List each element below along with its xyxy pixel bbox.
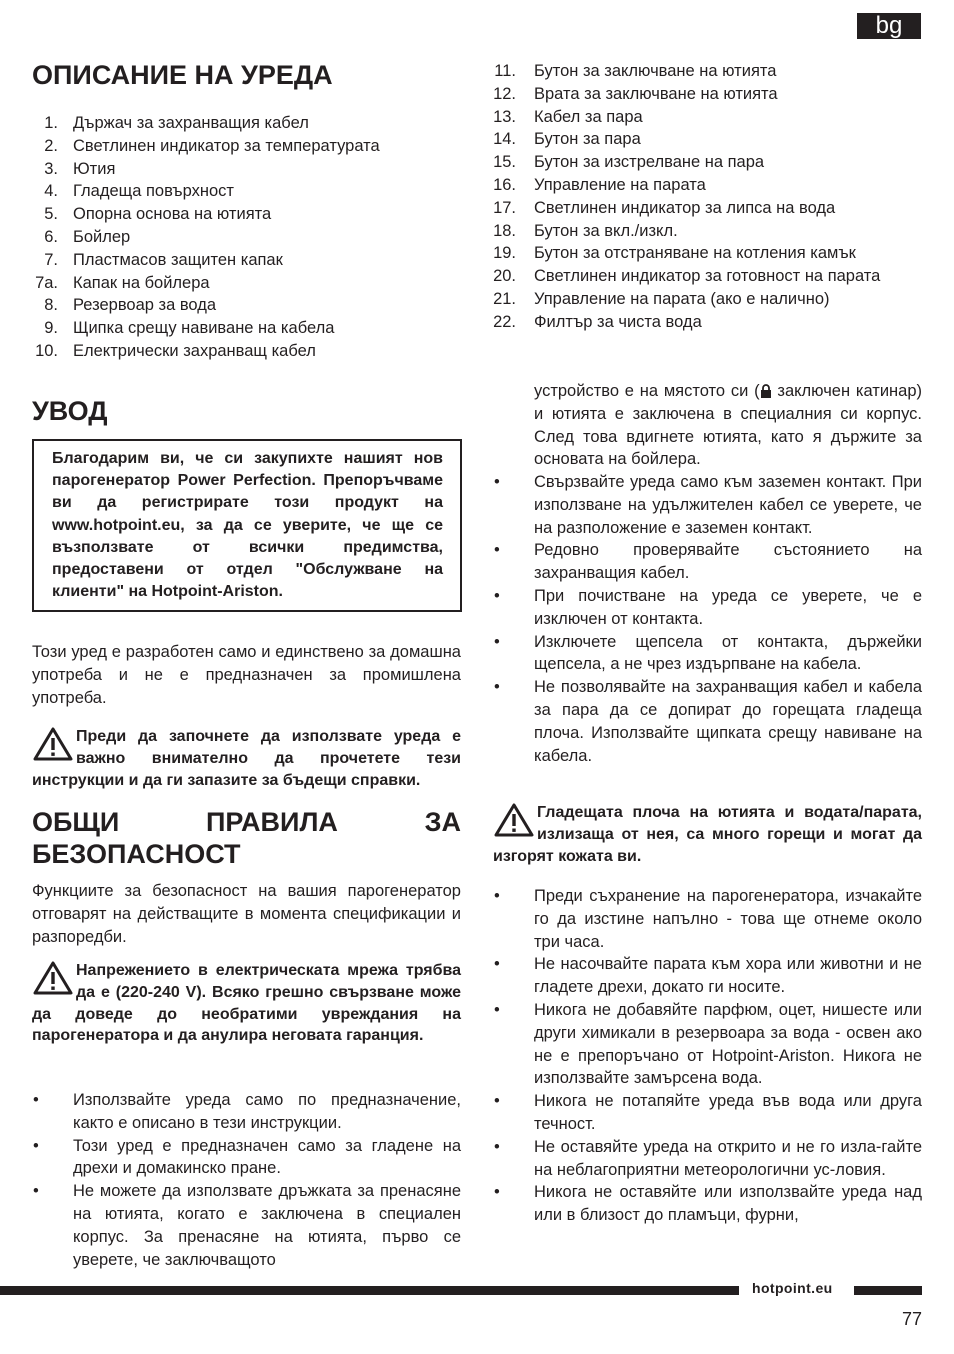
- bullet-text: Не насочвайте парата към хора или животни и не гладете дрехи, докато ги носите.: [534, 955, 922, 997]
- list-item: [493, 83, 880, 106]
- bullet-text: Редовно проверявайте състоянието на захранващия кабел.: [534, 541, 922, 583]
- item-label: Светлинен индикатор за температурата: [73, 136, 380, 155]
- bullet-text: При почистване на уреда се уверете, че е изключен от контакта.: [534, 586, 922, 628]
- item-label: Бойлер: [73, 227, 131, 246]
- item-number: 19.: [493, 244, 516, 263]
- item-number: 7а.: [35, 273, 58, 292]
- intro-paragraph: Този уред е разработен само и единствено за домашна употреба и не е предназначен за промишлена употреба.: [32, 643, 461, 707]
- list-item: [32, 226, 380, 249]
- bullet-text: Никога не оставяйте или използвайте уреда над или в близост до пламъци, фурни,: [534, 1183, 922, 1225]
- continued-text-b: заключен катинар) и ютията е заключена в специалния си корпус. След това вдигнете ютията, като я държите за основата на бойлера.: [534, 382, 922, 469]
- list-item: [32, 294, 380, 317]
- bullet-dot: •: [494, 1137, 500, 1156]
- bullet-item: [493, 631, 922, 677]
- bullet-item: [493, 1181, 922, 1227]
- bullet-text: Никога не потапяйте уреда във вода или друга течност.: [534, 1092, 922, 1133]
- bullet-item: [493, 1090, 922, 1136]
- list-item: [493, 197, 880, 220]
- item-label: Управление на парата: [534, 175, 706, 194]
- item-number: 6.: [44, 227, 58, 246]
- item-label: Държач за захранващия кабел: [73, 114, 309, 132]
- bullet-dot: •: [494, 887, 500, 905]
- heading-safety: [32, 806, 461, 838]
- item-label: Бутон за пара: [534, 130, 641, 149]
- item-number: 5.: [44, 205, 58, 224]
- item-number: 11.: [494, 62, 516, 80]
- bullet-dot: •: [494, 473, 500, 491]
- item-number: 17.: [493, 198, 516, 217]
- safety-bullets-right-2: [493, 885, 922, 1227]
- bullet-dot: •: [494, 1183, 500, 1202]
- safety-bullets-right-1: [493, 471, 922, 767]
- warning-text: Преди да започнете да използвате уреда е важно внимателно да прочетете тези инструкции и да ги запазите за бъдещи справки.: [32, 728, 461, 789]
- heading-safety-word-3: ЗА: [424, 807, 461, 837]
- bullet-dot: •: [494, 1000, 500, 1019]
- bullet-dot: •: [494, 955, 500, 974]
- item-number: 1.: [44, 114, 58, 132]
- warning-hot-plate: [493, 802, 922, 867]
- item-label: Бутон за изстрелване на пара: [534, 153, 765, 172]
- safety-paragraph: Функциите за безопасност на вашия парогенератор отговарят на действащите в момента спецификации и разпоредби.: [32, 882, 461, 946]
- continued-paragraph: [534, 380, 922, 471]
- list-item: [493, 242, 880, 265]
- bullet-item: [493, 585, 922, 631]
- list-item: [32, 340, 380, 363]
- item-number: 4.: [44, 182, 58, 201]
- footer-rule-right: [854, 1286, 922, 1295]
- heading-description: ОПИСАНИЕ НА УРЕДА: [32, 60, 333, 90]
- item-label: Бутон за отстраняване на котления камък: [534, 244, 856, 263]
- item-number: 12.: [493, 84, 516, 103]
- item-number: 3.: [44, 159, 58, 178]
- item-number: 15.: [493, 153, 516, 172]
- list-item: [493, 106, 880, 129]
- item-label: Резервоар за вода: [73, 296, 217, 315]
- heading-safety-word-1: ОБЩИ: [32, 807, 120, 837]
- item-number: 13.: [493, 107, 516, 126]
- list-item: [493, 311, 880, 334]
- bullet-item: [493, 676, 922, 767]
- heading-intro: УВОД: [32, 396, 108, 426]
- list-item: [493, 220, 880, 243]
- item-label: Филтър за чиста вода: [534, 312, 702, 331]
- item-label: Гладеща повърхност: [73, 182, 234, 201]
- page-number: 77: [901, 1309, 922, 1329]
- bullet-item: [493, 1136, 922, 1182]
- parts-list-left: [32, 112, 380, 363]
- list-item: [493, 128, 880, 151]
- bullet-item: [493, 885, 922, 953]
- item-label: Пластмасов защитен капак: [73, 250, 283, 269]
- item-label: Врата за заключване на ютията: [534, 84, 778, 103]
- warning-text: Напрежението в електрическата мрежа трябва да е (220-240 V). Всяко грешно свързване може да доведе до необратими увреждания на парогенератора и да анулира неговата гаранция.: [32, 962, 461, 1045]
- item-label: Ютия: [73, 159, 116, 178]
- item-number: 16.: [493, 175, 516, 194]
- item-label: Кабел за пара: [534, 107, 643, 126]
- padlock-icon: [760, 384, 772, 398]
- item-number: 22.: [493, 312, 516, 331]
- bullet-text: Този уред е предназначен само за гладене на дрехи и домакинско пране.: [73, 1136, 461, 1178]
- heading-safety-word-2: ПРАВИЛА: [206, 807, 338, 837]
- parts-list-right: [493, 60, 880, 334]
- bullet-dot: •: [494, 632, 500, 651]
- warning-read-instructions: [32, 726, 461, 791]
- bullet-text: Никога не добавяйте парфюм, оцет, нишесте или други химикали в резервоара за вода - освен ако не е препоръчано от Hotpoint-Ariston. Никога не използвайте замърсена вода.: [534, 1000, 922, 1088]
- item-number: 9.: [44, 319, 58, 338]
- list-item: [32, 203, 380, 226]
- item-number: 7.: [44, 250, 58, 269]
- warning-text: Гладещата плоча на ютията и водата/парата, излизаща от нея, са много горещи и могат да изгорят кожата ви.: [493, 804, 922, 865]
- list-item: [493, 60, 880, 83]
- item-number: 2.: [44, 136, 58, 155]
- bullet-item: [493, 539, 922, 585]
- list-item: [32, 249, 380, 272]
- footer-website: hotpoint.eu: [752, 1280, 833, 1296]
- bullet-text: Не позволявайте на захранващия кабел и кабела за пара да се допират до горещата гладеща плоча. Използвайте щипката срещу навиване на кабела.: [534, 678, 922, 765]
- bullet-item: [493, 471, 922, 539]
- bullet-text: Не оставяйте уреда на открито и не го изла-гайте на неблагоприятни метеорологични ус-ловия.: [534, 1137, 922, 1179]
- bullet-text: Преди съхранение на парогенератора, изчакайте го да изстине напълно - това ще отнеме около три часа.: [534, 887, 922, 951]
- bullet-item: [32, 1135, 461, 1181]
- language-badge: bg: [857, 13, 921, 39]
- bullet-item: [493, 999, 922, 1090]
- bullet-item: [32, 1089, 461, 1135]
- safety-bullets-left: [32, 1089, 461, 1271]
- list-item: [493, 288, 880, 311]
- bullet-dot: •: [494, 678, 500, 697]
- list-item: [32, 112, 380, 135]
- bullet-text: Използвайте уреда само по предназначение, както е описано в тези инструкции.: [73, 1091, 461, 1132]
- bullet-text: Изключете щепсела от контакта, държейки щепсела, а не чрез издърпване на кабела.: [534, 632, 922, 674]
- list-item: [32, 135, 380, 158]
- bullet-item: [32, 1180, 461, 1271]
- footer-rule-left: [0, 1286, 739, 1295]
- bullet-text: Не можете да използвате дръжката за пренасяне на ютията, когато е заключена в специален корпус. За пренасяне на ютията, първо се уверете, че заключващото: [73, 1182, 461, 1269]
- bullet-item: [493, 953, 922, 999]
- bullet-dot: •: [494, 541, 500, 560]
- item-number: 8.: [44, 296, 58, 315]
- bullet-dot: •: [494, 1092, 500, 1111]
- welcome-box: Благодарим ви, че си закупихте нашият нов парогенератор Power Perfection. Препоръчваме ви да регистрирате този продукт на www.hotpoint.eu, за да се уверите, че ще се възползвате от всички предимства, предоставени от отдел "Обслужване на клиенти" на Hotpoint-Ariston.: [32, 439, 462, 612]
- bullet-dot: •: [33, 1182, 39, 1201]
- item-number: 10.: [35, 341, 58, 360]
- list-item: [32, 180, 380, 203]
- item-number: 21.: [493, 289, 516, 308]
- item-label: Управление на парата (ако е налично): [534, 289, 830, 308]
- item-label: Бутон за вкл./изкл.: [534, 221, 678, 240]
- item-label: Електрически захранващ кабел: [73, 341, 316, 360]
- item-label: Светлинен индикатор за готовност на парата: [534, 267, 881, 286]
- list-item: [493, 174, 880, 197]
- bullet-dot: •: [33, 1136, 39, 1155]
- item-label: Капак на бойлера: [73, 273, 210, 292]
- bullet-dot: •: [33, 1091, 39, 1109]
- bullet-text: Свързвайте уреда само към заземен контакт. При използване на удължителен кабел се уверете, че на разположение е заземен контакт.: [534, 473, 922, 537]
- list-item: [493, 265, 880, 288]
- list-item: [493, 151, 880, 174]
- warning-voltage: [32, 960, 461, 1047]
- item-label: Опорна основа на ютията: [73, 205, 272, 224]
- item-number: 14.: [493, 130, 516, 149]
- bullet-dot: •: [494, 586, 500, 605]
- continued-text-a: устройство е на мястото си (: [534, 382, 760, 400]
- warning-triangle-icon: [32, 726, 74, 762]
- list-item: [32, 272, 380, 295]
- item-number: 18.: [493, 221, 516, 240]
- item-label: Бутон за заключване на ютията: [534, 62, 777, 80]
- warning-triangle-icon: [32, 960, 74, 996]
- list-item: [32, 317, 380, 340]
- item-label: Щипка срещу навиване на кабела: [73, 319, 335, 338]
- item-number: 20.: [493, 267, 516, 286]
- heading-safety-line2: БЕЗОПАСНОСТ: [32, 839, 241, 869]
- item-label: Светлинен индикатор за липса на вода: [534, 198, 836, 217]
- list-item: [32, 158, 380, 181]
- warning-triangle-icon: [493, 802, 535, 838]
